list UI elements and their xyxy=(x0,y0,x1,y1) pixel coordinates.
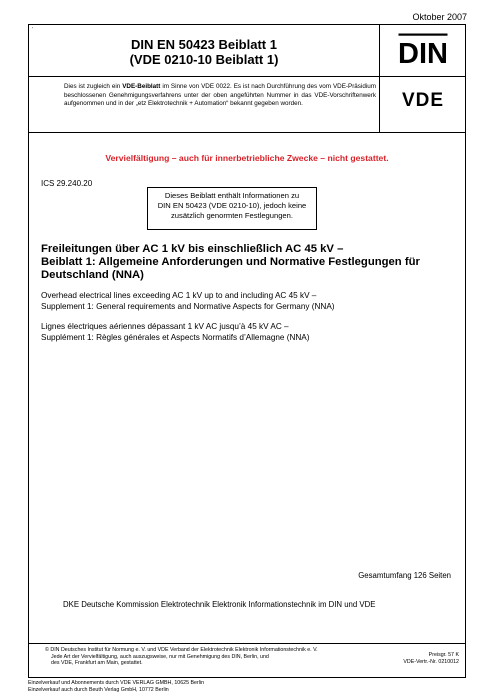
title-page-frame xyxy=(28,24,466,678)
din-logo-text: DIN xyxy=(398,38,448,69)
dke-committee: DKE Deutsche Kommission Elektrotechnik Elektronik Informationstechnik im DIN und VDE xyxy=(63,600,376,609)
corner-mark: ’ xyxy=(32,27,34,33)
title-german-line-2: Beiblatt 1: Allgemeine Anforderungen und Normative Festlegungen für xyxy=(41,256,420,268)
footer-line-3: des VDE, Frankfurt am Main, gestattet. xyxy=(51,660,143,666)
footer-line-2: Jede Art der Vervielfältigung, auch auszugsweise, nur mit Genehmigung des DIN, Berlin, und xyxy=(51,653,269,660)
title-german-line-1: Freileitungen über AC 1 kV bis einschließlich AC 45 kV – xyxy=(41,243,344,255)
copy-warning: Vervielfältigung – auch für innerbetriebliche Zwecke – nicht gestattet. xyxy=(105,153,389,163)
title-english-line-2: Supplement 1: General requirements and Normative Aspects for Germany (NNA) xyxy=(41,301,335,311)
ics-code: ICS 29.240.20 xyxy=(41,179,93,188)
document-number: DIN EN 50423 Beiblatt 1 xyxy=(131,37,277,52)
title-french-line-2: Supplément 1: Règles générales et Aspects Normatifs d’Allemagne (NNA) xyxy=(41,332,310,342)
vde-logo-text: VDE xyxy=(401,90,445,109)
header-note-area xyxy=(29,77,465,133)
vde-number: (VDE 0210-10 Beiblatt 1) xyxy=(129,52,279,67)
price-group: Preisgr. 57 K xyxy=(428,652,459,658)
title-german xyxy=(41,243,461,282)
footer-sales xyxy=(28,680,204,693)
document-title xyxy=(29,37,379,67)
title-english-line-1: Overhead electrical lines exceeding AC 1 kV up to and including AC 45 kV – xyxy=(41,291,317,300)
info-box-line-3: zusätzlich genormten Festlegungen. xyxy=(171,211,293,220)
footer-price xyxy=(403,652,459,665)
din-logo xyxy=(398,33,448,69)
page-count: Gesamtumfang 126 Seiten xyxy=(358,571,451,580)
footer-copyright xyxy=(45,647,385,667)
info-box-line-2: DIN EN 50423 (VDE 0210-10), jedoch keine xyxy=(157,201,307,210)
vde-logo xyxy=(393,89,453,109)
info-box xyxy=(147,187,317,230)
vde-note-bold: VDE-Beiblatt xyxy=(122,83,161,90)
title-german-line-3: Deutschland (NNA) xyxy=(41,269,144,281)
vde-note-text-2: im Sinne von VDE 0022. Es ist nach Durchführung des vom VDE-Präsidium beschlossenen Genehmigungsverfahrens unter der oben angeführten Nummer in das VDE-Vorschriftenwerk aufgenommen und in der „etz Elektrotechnik + Automation“ bekannt gegeben worden. xyxy=(64,83,376,108)
info-box-line-1: Dieses Beiblatt enthält Informationen zu xyxy=(164,191,300,200)
footer-line-1: © DIN Deutsches Institut für Normung e. V. und VDE Verband der Elektrotechnik Elektronik Informationstechnik e. V. xyxy=(45,647,318,653)
sales-line-1: Einzelverkauf und Abonnements durch VDE VERLAG GMBH, 10625 Berlin xyxy=(28,680,205,686)
vde-note-text-1: Dies ist zugleich ein xyxy=(64,83,123,90)
title-french xyxy=(41,322,461,343)
publication-date: Oktober 2007 xyxy=(412,12,467,22)
vde-note xyxy=(64,83,376,109)
title-english xyxy=(41,291,461,312)
footer-divider xyxy=(29,643,465,644)
vde-distribution-number: VDE-Vertr.-Nr. 0210012 xyxy=(403,658,459,665)
title-french-line-1: Lignes électriques aériennes dépassant 1 kV AC jusqu’à 45 kV AC – xyxy=(41,322,289,331)
sales-line-2: Einzelverkauf auch durch Beuth Verlag GmbH, 10772 Berlin xyxy=(28,686,169,693)
